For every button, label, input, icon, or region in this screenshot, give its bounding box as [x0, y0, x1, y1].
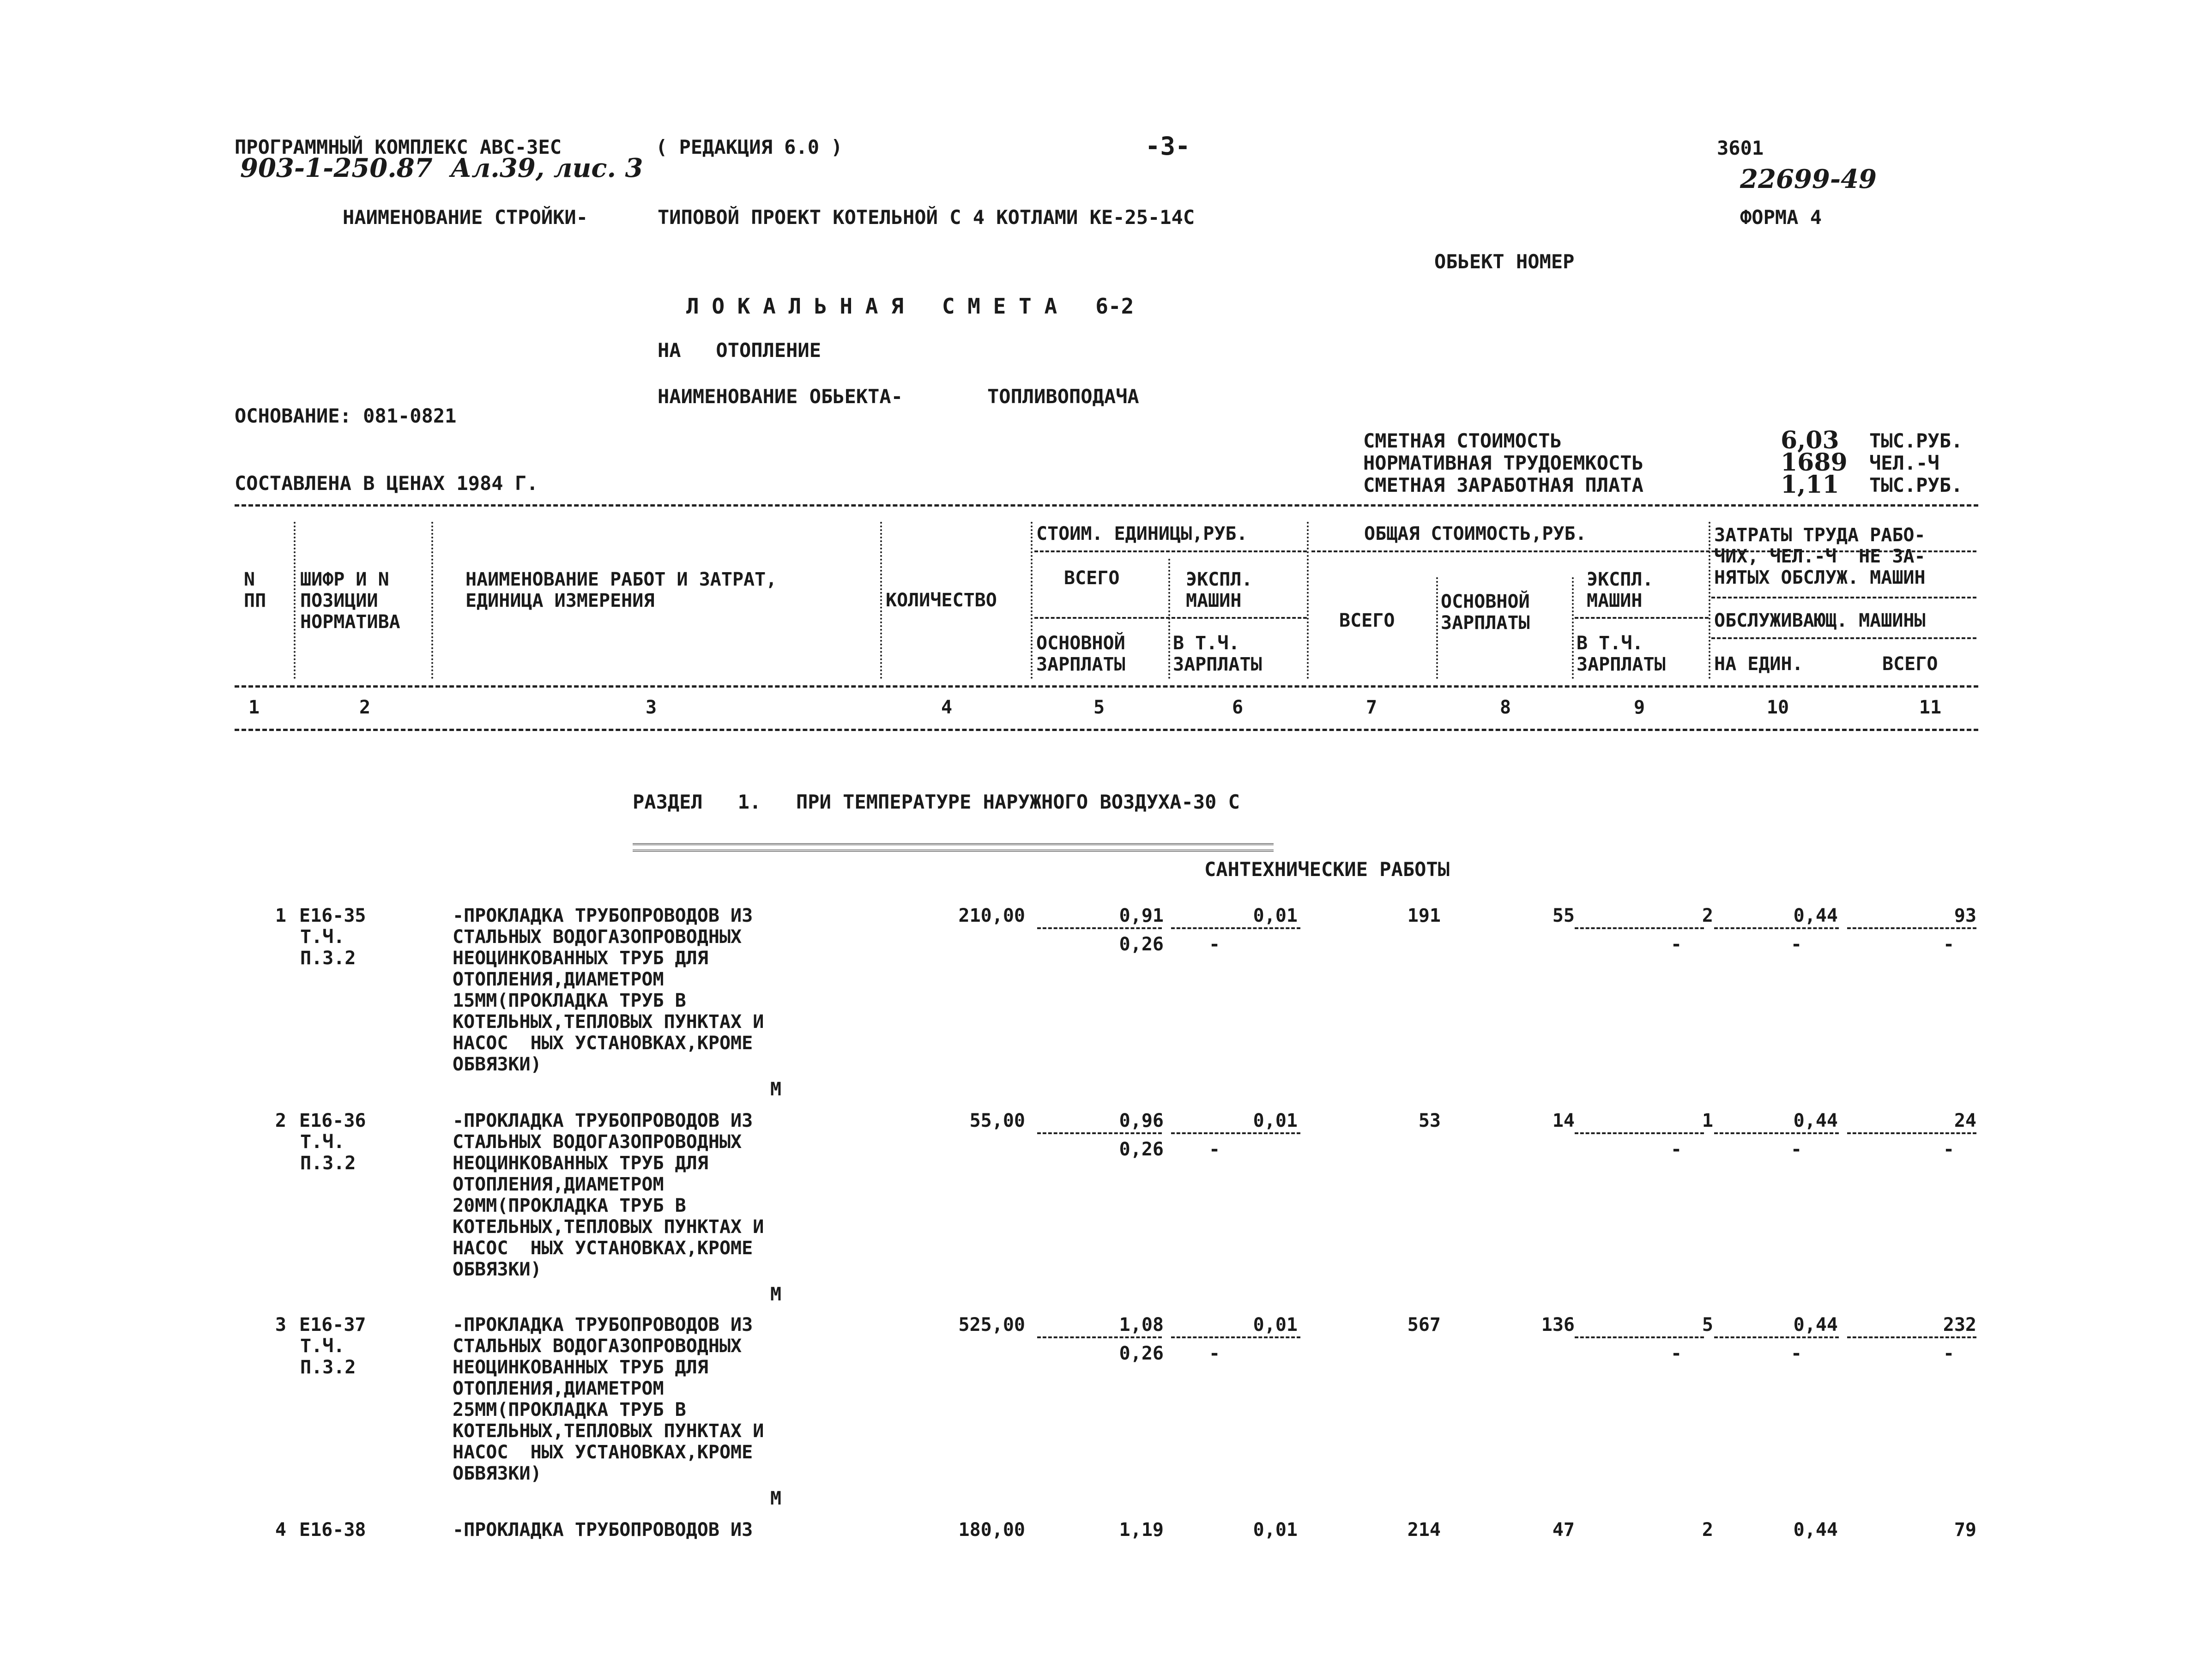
summary-label: СМЕТНАЯ СТОИМОСТЬ [1363, 429, 1562, 452]
divider [235, 685, 1978, 688]
row-number: 1 [275, 905, 286, 926]
summary-label: НОРМАТИВНАЯ ТРУДОЕМКОСТЬ [1363, 452, 1643, 474]
divider [1034, 550, 1307, 552]
divider [1034, 617, 1307, 619]
divider [1168, 559, 1170, 679]
row-unit-machines: 0,01 [1253, 1314, 1298, 1336]
row-code-subitem: Т.Ч. П.3.2 [300, 1336, 356, 1378]
divider [1847, 927, 1976, 929]
column-number: 9 [1633, 697, 1645, 718]
divider [431, 522, 433, 679]
column-number: 8 [1499, 697, 1511, 718]
column-number: 1 [248, 697, 260, 718]
row-unit-machine-wage: - [1208, 934, 1220, 955]
row-code: Е16-36 [299, 1110, 366, 1131]
row-labor-unit-sub: - [1790, 934, 1802, 955]
divider [294, 522, 296, 679]
row-total: 567 [1407, 1314, 1441, 1336]
divider [1171, 1132, 1300, 1134]
header-unit-cost: СТОИМ. ЕДИНИЦЫ,РУБ. [1036, 523, 1248, 544]
row-unit: М [770, 1079, 782, 1100]
row-labor-total: 93 [1954, 905, 1976, 926]
summary-value: 1,11 [1781, 471, 1839, 499]
construction-name: ТИПОВОЙ ПРОЕКТ КОТЕЛЬНОЙ С 4 КОТЛАМИ КЕ-25-14С [658, 206, 1195, 229]
divider [1711, 597, 1976, 598]
header-col9-bottom: В Т.Ч. ЗАРПЛАТЫ [1577, 633, 1666, 675]
header-col6-top: ЭКСПЛ. МАШИН [1186, 569, 1253, 611]
row-description: -ПРОКЛАДКА ТРУБОПРОВОДОВ ИЗ [453, 1519, 753, 1541]
column-number: 11 [1919, 697, 1942, 718]
divider [1171, 927, 1300, 929]
row-unit-total: 1,08 [1119, 1314, 1164, 1336]
column-number: 6 [1232, 697, 1244, 718]
row-description: -ПРОКЛАДКА ТРУБОПРОВОДОВ ИЗ СТАЛЬНЫХ ВОДОГАЗОПРОВОДНЫХ НЕОЦИНКОВАННЫХ ТРУБ ДЛЯ ОТОПЛЕНИЯ,ДИАМЕТРОМ 25ММ(ПРОКЛАДКА ТРУБ В КОТЕЛЬНЫХ,ТЕПЛОВЫХ ПУНКТАХ И НАСОС НЫХ УСТАНОВКАХ,КРОМЕ ОБВЯЗКИ) [453, 1314, 764, 1484]
divider [1436, 577, 1438, 679]
header-col6-bottom: В Т.Ч. ЗАРПЛАТЫ [1173, 633, 1262, 675]
page-number: -3- [1145, 132, 1190, 161]
row-code: Е16-35 [299, 905, 366, 926]
divider [1711, 637, 1976, 639]
divider [1171, 1336, 1300, 1338]
row-unit-machine-wage: - [1208, 1139, 1220, 1160]
divider [633, 850, 1274, 852]
object-number-label: ОБЬЕКТ НОМЕР [1434, 250, 1575, 273]
divider [880, 522, 882, 679]
row-quantity: 180,00 [958, 1519, 1025, 1541]
construction-label: НАИМЕНОВАНИЕ СТРОЙКИ- [343, 206, 588, 229]
column-number: 10 [1766, 697, 1789, 718]
basis: ОСНОВАНИЕ: 081-0821 [235, 405, 457, 427]
row-machines: 5 [1702, 1314, 1713, 1336]
divider [1572, 577, 1574, 679]
header-labor-machines: ОБСЛУЖИВАЮЩ. МАШИНЫ [1714, 610, 1926, 631]
row-machines: 1 [1702, 1110, 1713, 1131]
row-labor-total: 24 [1954, 1110, 1976, 1131]
header-total-cost: ОБЩАЯ СТОИМОСТЬ,РУБ. [1364, 523, 1587, 544]
divider [235, 729, 1978, 731]
row-unit-wage: 0,26 [1119, 1139, 1164, 1160]
row-wage: 55 [1552, 905, 1575, 926]
header-labor: ЗАТРАТЫ ТРУДА РАБО- ЧИХ, ЧЕЛ.-Ч НЕ ЗА- НЯТЫХ ОБСЛУЖ. МАШИН [1714, 525, 1926, 588]
divider [1709, 522, 1710, 679]
divider [1575, 1132, 1704, 1134]
program-name: ПРОГРАММНЫЙ КОМПЛЕКС АВС-ЗЕС [235, 136, 562, 158]
page-subtitle: НА ОТОПЛЕНИЕ [658, 339, 822, 362]
row-labor-unit: 0,44 [1793, 1519, 1838, 1541]
summary-value: 1689 [1781, 448, 1848, 477]
divider [1714, 927, 1839, 929]
row-total: 191 [1407, 905, 1441, 926]
divider [1847, 1336, 1976, 1338]
divider [1575, 1336, 1704, 1338]
row-machines: 2 [1702, 1519, 1713, 1541]
row-labor-unit: 0,44 [1793, 905, 1838, 926]
row-number: 4 [275, 1519, 286, 1541]
divider [633, 843, 1274, 845]
divider [1575, 927, 1704, 929]
row-unit-machine-wage: - [1208, 1343, 1220, 1364]
row-total: 53 [1418, 1110, 1441, 1131]
row-description: -ПРОКЛАДКА ТРУБОПРОВОДОВ ИЗ СТАЛЬНЫХ ВОДОГАЗОПРОВОДНЫХ НЕОЦИНКОВАННЫХ ТРУБ ДЛЯ ОТОПЛЕНИЯ,ДИАМЕТРОМ 20ММ(ПРОКЛАДКА ТРУБ В КОТЕЛЬНЫХ,ТЕПЛОВЫХ ПУНКТАХ И НАСОС НЫХ УСТАНОВКАХ,КРОМЕ ОБВЯЗКИ) [453, 1110, 764, 1280]
divider [1031, 522, 1033, 679]
divider [1037, 1132, 1162, 1134]
divider [1714, 1132, 1839, 1134]
row-wage: 136 [1541, 1314, 1575, 1336]
column-number: 3 [645, 697, 657, 718]
row-number: 2 [275, 1110, 286, 1131]
header-col8: ОСНОВНОЙ ЗАРПЛАТЫ [1441, 591, 1530, 634]
row-machine-wage: - [1670, 1343, 1682, 1364]
row-unit: М [770, 1488, 782, 1509]
row-description: -ПРОКЛАДКА ТРУБОПРОВОДОВ ИЗ СТАЛЬНЫХ ВОДОГАЗОПРОВОДНЫХ НЕОЦИНКОВАННЫХ ТРУБ ДЛЯ ОТОПЛЕНИЯ,ДИАМЕТРОМ 15ММ(ПРОКЛАДКА ТРУБ В КОТЕЛЬНЫХ,ТЕПЛОВЫХ ПУНКТАХ И НАСОС НЫХ УСТАНОВКАХ,КРОМЕ ОБВЯЗКИ) [453, 905, 764, 1075]
header-col2: ШИФР И N ПОЗИЦИИ НОРМАТИВА [300, 569, 400, 633]
summary-unit: ТЫС.РУБ. [1869, 429, 1963, 452]
row-labor-unit: 0,44 [1793, 1314, 1838, 1336]
row-machines: 2 [1702, 905, 1713, 926]
divider [1847, 1132, 1976, 1134]
column-number: 7 [1365, 697, 1377, 718]
summary-unit: ЧЕЛ.-Ч [1869, 452, 1939, 474]
price-base: СОСТАВЛЕНА В ЦЕНАХ 1984 Г. [235, 472, 538, 495]
row-number: 3 [275, 1314, 286, 1336]
row-labor-total-sub: - [1943, 934, 1955, 955]
row-total: 214 [1407, 1519, 1441, 1541]
row-wage: 47 [1552, 1519, 1575, 1541]
row-code-subitem: Т.Ч. П.3.2 [300, 1131, 356, 1174]
program-edition: ( РЕДАКЦИЯ 6.0 ) [656, 136, 843, 158]
row-unit-wage: 0,26 [1119, 1343, 1164, 1364]
summary-label: СМЕТНАЯ ЗАРАБОТНАЯ ПЛАТА [1363, 474, 1643, 496]
document-code: 3601 [1717, 137, 1764, 159]
row-labor-unit-sub: - [1790, 1139, 1802, 1160]
divider [1714, 1336, 1839, 1338]
divider [1037, 1336, 1162, 1338]
row-labor-total: 232 [1943, 1314, 1976, 1336]
header-col7: ВСЕГО [1339, 610, 1395, 631]
column-number: 2 [359, 697, 371, 718]
row-quantity: 525,00 [958, 1314, 1025, 1336]
row-labor-unit-sub: - [1790, 1343, 1802, 1364]
row-labor-total-sub: - [1943, 1343, 1955, 1364]
divider [1575, 617, 1709, 619]
row-labor-unit: 0,44 [1793, 1110, 1838, 1131]
summary-value: 6,03 [1781, 426, 1839, 454]
row-unit-total: 1,19 [1119, 1519, 1164, 1541]
row-labor-total-sub: - [1943, 1139, 1955, 1160]
object-name: ТОПЛИВОПОДАЧА [987, 385, 1139, 408]
column-number: 5 [1093, 697, 1105, 718]
object-label: НАИМЕНОВАНИЕ ОБЬЕКТА- [658, 385, 903, 408]
row-unit-machines: 0,01 [1253, 905, 1298, 926]
header-col5-top: ВСЕГО [1064, 568, 1120, 589]
divider [1037, 927, 1162, 929]
divider [235, 504, 1978, 507]
section-title: РАЗДЕЛ 1. ПРИ ТЕМПЕРАТУРЕ НАРУЖНОГО ВОЗДУХА-30 С [633, 791, 1240, 813]
row-machine-wage: - [1670, 934, 1682, 955]
header-col10: НА ЕДИН. [1714, 653, 1803, 675]
column-number: 4 [941, 697, 953, 718]
row-unit-machines: 0,01 [1253, 1519, 1298, 1541]
handwritten-reference: 903-1-250.87 Ал.39, лис. 3 [240, 153, 643, 183]
header-col11: ВСЕГО [1882, 653, 1938, 675]
subsection-title: САНТЕХНИЧЕСКИЕ РАБОТЫ [1204, 858, 1450, 881]
row-unit-machines: 0,01 [1253, 1110, 1298, 1131]
header-col3: НАИМЕНОВАНИЕ РАБОТ И ЗАТРАТ, ЕДИНИЦА ИЗМЕРЕНИЯ [465, 569, 777, 611]
header-col5-bottom: ОСНОВНОЙ ЗАРПЛАТЫ [1036, 633, 1125, 675]
handwritten-code: 22699-49 [1740, 164, 1877, 194]
row-code-subitem: Т.Ч. П.3.2 [300, 926, 356, 969]
form-number: ФОРМА 4 [1740, 206, 1822, 229]
row-quantity: 55,00 [969, 1110, 1025, 1131]
summary-unit: ТЫС.РУБ. [1869, 474, 1963, 496]
row-unit-total: 0,96 [1119, 1110, 1164, 1131]
row-code: Е16-38 [299, 1519, 366, 1541]
row-unit-total: 0,91 [1119, 905, 1164, 926]
row-quantity: 210,00 [958, 905, 1025, 926]
row-code: Е16-37 [299, 1314, 366, 1336]
header-col9-top: ЭКСПЛ. МАШИН [1587, 569, 1654, 611]
header-col4: КОЛИЧЕСТВО [886, 590, 997, 611]
row-unit-wage: 0,26 [1119, 934, 1164, 955]
page-title: Л О К А Л Ь Н А Я С М Е Т А 6-2 [686, 294, 1134, 319]
header-col1: N ПП [244, 569, 266, 611]
row-labor-total: 79 [1954, 1519, 1976, 1541]
row-machine-wage: - [1670, 1139, 1682, 1160]
row-unit: М [770, 1284, 782, 1305]
divider [1307, 522, 1309, 679]
row-wage: 14 [1552, 1110, 1575, 1131]
